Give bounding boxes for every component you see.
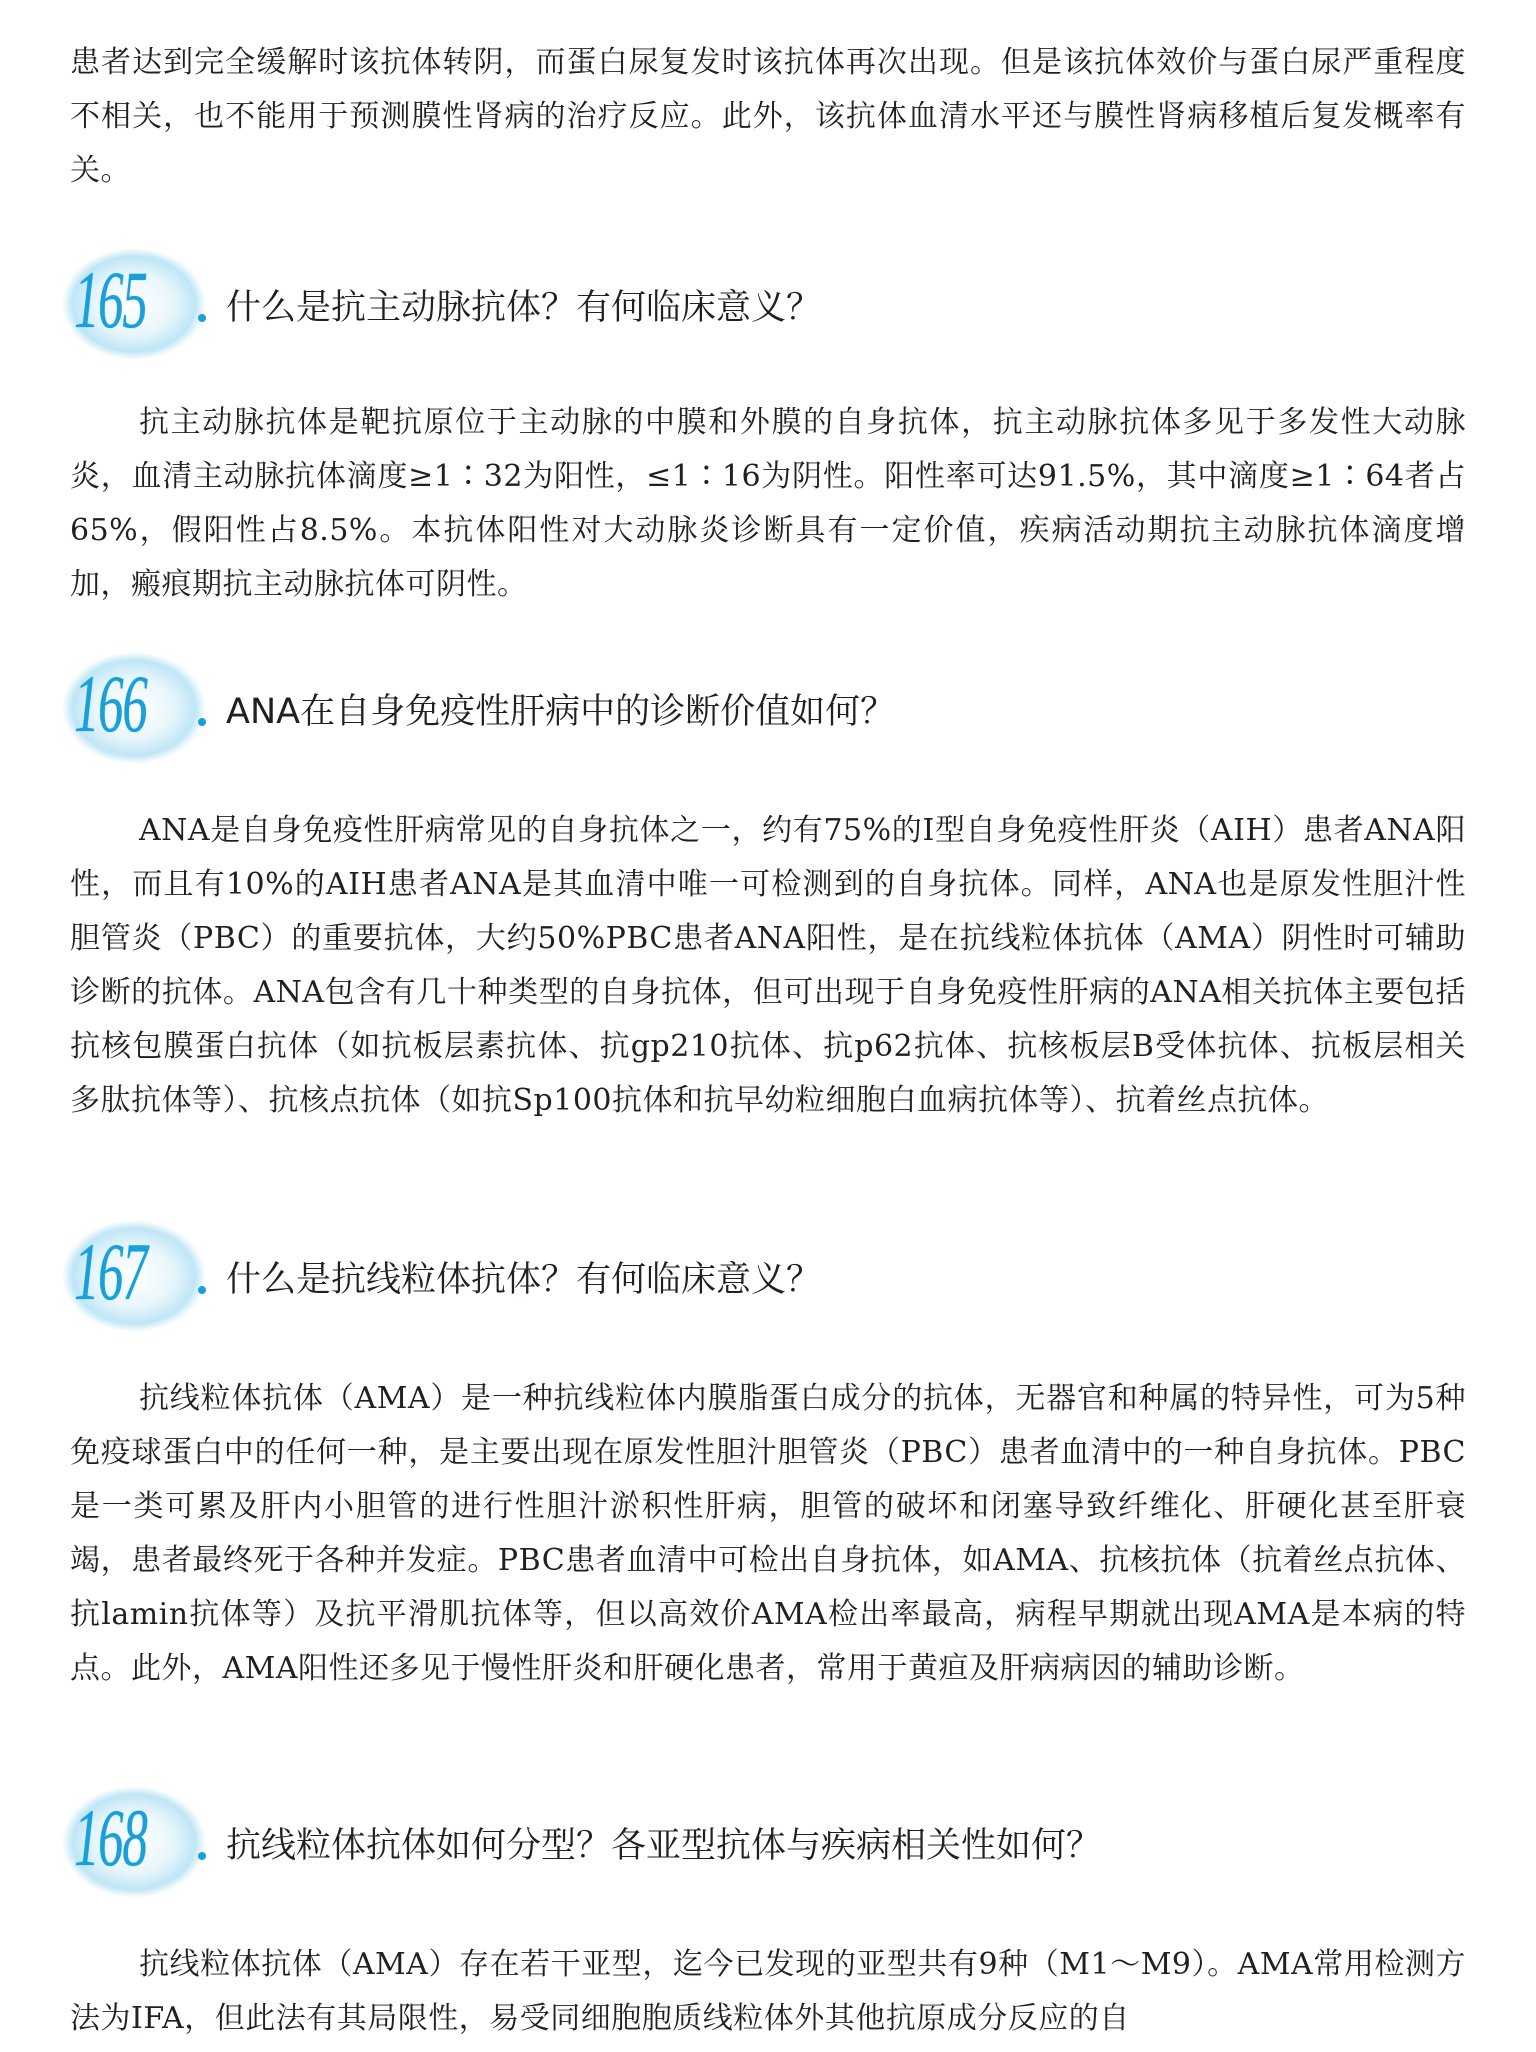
question-number: 167 — [74, 1226, 147, 1317]
question-heading-167 — [62, 1216, 1482, 1346]
question-title: ANA在自身免疫性肝病中的诊断价值如何？ — [226, 692, 896, 732]
answer-paragraph-167: 抗线粒体抗体（AMA）是一种抗线粒体内膜脂蛋白成分的抗体，无器官和种属的特异性，可为5种免疫球蛋白中的任何一种，是主要出现在原发性胆汁胆管炎（PBC）患者血清中的一种自身抗体。PBC是一类可累及肝内小胆管的进行性胆汁淤积性肝病，胆管的破坏和闭塞导致纤维化、肝硬化甚至肝衰竭，患者最终死于各种并发症。PBC患者血清中可检出自身抗体，如AMA、抗核抗体（抗着丝点抗体、抗lamin抗体等）及抗平滑肌抗体等，但以高效价AMA检出率最高，病程早期就出现AMA是本病的特点。此外，AMA阳性还多见于慢性肝炎和肝硬化患者，常用于黄疸及肝病病因的辅助诊断。 — [70, 1381, 1466, 1686]
question-number: 166 — [74, 658, 147, 749]
question-number-badge — [62, 244, 212, 362]
question-number-badge — [62, 1782, 212, 1900]
question-title: 抗线粒体抗体如何分型？各亚型抗体与疾病相关性如何？ — [226, 1826, 1102, 1866]
badge-dot-icon — [198, 1852, 206, 1860]
question-title: 什么是抗主动脉抗体？有何临床意义？ — [226, 288, 822, 328]
question-number-badge — [62, 648, 212, 766]
badge-dot-icon — [198, 1286, 206, 1294]
intro-paragraph: 患者达到完全缓解时该抗体转阴，而蛋白尿复发时该抗体再次出现。但是该抗体效价与蛋白尿严重程度不相关，也不能用于预测膜性肾病的治疗反应。此外，该抗体血清水平还与膜性肾病移植后复发概率有关。 — [70, 45, 1466, 188]
question-heading-168 — [62, 1782, 1482, 1912]
question-number: 165 — [74, 254, 147, 345]
question-heading-165 — [62, 244, 1482, 374]
question-number-badge — [62, 1216, 212, 1334]
answer-paragraph-165: 抗主动脉抗体是靶抗原位于主动脉的中膜和外膜的自身抗体，抗主动脉抗体多见于多发性大动脉炎，血清主动脉抗体滴度≥1∶32为阳性，≤1∶16为阴性。阳性率可达91.5%，其中滴度≥1∶64者占65%，假阳性占8.5%。本抗体阳性对大动脉炎诊断具有一定价值，疾病活动期抗主动脉抗体滴度增加，瘢痕期抗主动脉抗体可阴性。 — [70, 405, 1466, 602]
question-title: 什么是抗线粒体抗体？有何临床意义？ — [226, 1260, 822, 1300]
question-heading-166 — [62, 648, 1482, 778]
answer-paragraph-168: 抗线粒体抗体（AMA）存在若干亚型，迄今已发现的亚型共有9种（M1～M9）。AMA常用检测方法为IFA，但此法有其局限性，易受同细胞胞质线粒体外其他抗原成分反应的自 — [70, 1947, 1466, 2036]
question-number: 168 — [74, 1792, 147, 1883]
answer-paragraph-166: ANA是自身免疫性肝病常见的自身抗体之一，约有75%的Ⅰ型自身免疫性肝炎（AIH）患者ANA阳性，而且有10%的AIH患者ANA是其血清中唯一可检测到的自身抗体。同样，ANA也是原发性胆汁性胆管炎（PBC）的重要抗体，大约50%PBC患者ANA阳性，是在抗线粒体抗体（AMA）阴性时可辅助诊断的抗体。ANA包含有几十种类型的自身抗体，但可出现于自身免疫性肝病的ANA相关抗体主要包括抗核包膜蛋白抗体（如抗板层素抗体、抗gp210抗体、抗p62抗体、抗核板层B受体抗体、抗板层相关多肽抗体等）、抗核点抗体（如抗Sp100抗体和抗早幼粒细胞白血病抗体等）、抗着丝点抗体。 — [70, 813, 1466, 1118]
badge-dot-icon — [198, 718, 206, 726]
badge-dot-icon — [198, 314, 206, 322]
